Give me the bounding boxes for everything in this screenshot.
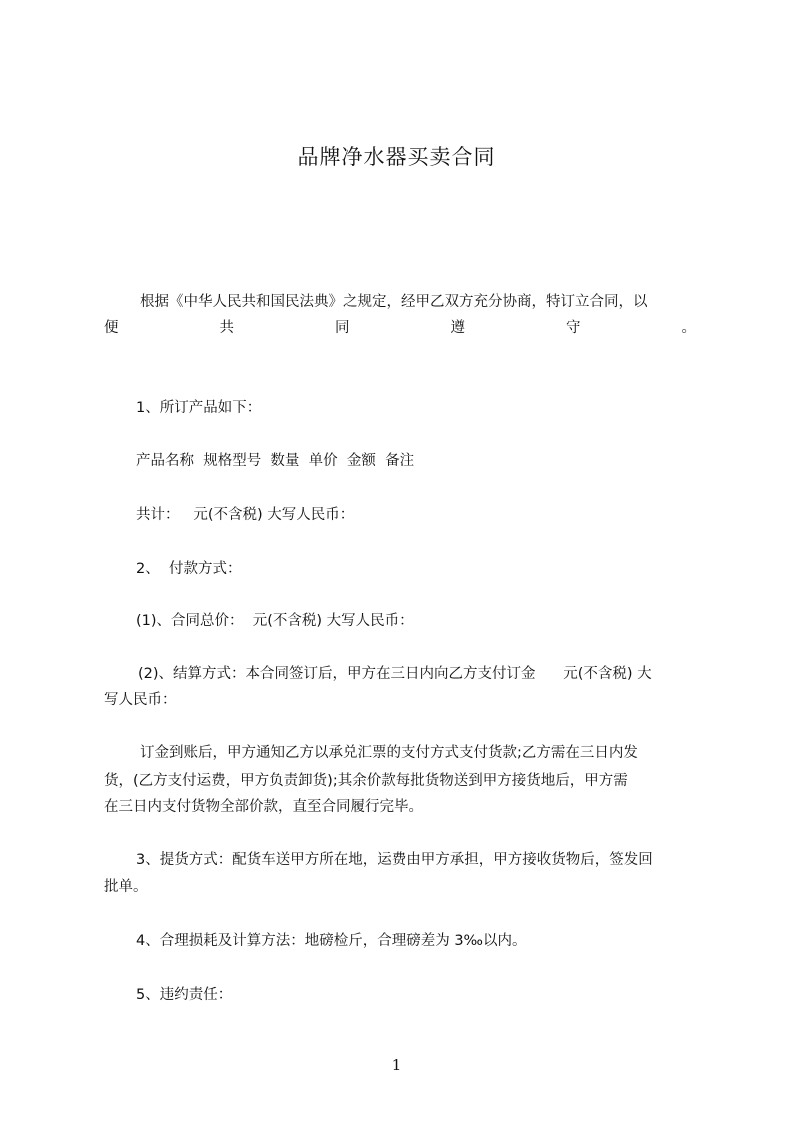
payment-paragraph-line-3: 在三日内支付货物全部价款，直至合同履行完毕。	[104, 799, 423, 815]
product-columns: 产品名称 规格型号 数量 单价 金额 备注	[136, 453, 415, 469]
payment-paragraph-line-2: 货，(乙方支付运费，甲方负责卸货);其余价款每批货物送到甲方接货地后，甲方需	[104, 773, 628, 789]
preamble-char: 同	[335, 320, 350, 336]
section-5-heading: 5、违约责任：	[136, 987, 233, 1003]
preamble-char: 便	[104, 320, 119, 336]
payment-item-2-line-2: 写人民币：	[104, 692, 177, 708]
section-3-line-2: 批单。	[104, 879, 148, 895]
preamble-char: 守	[566, 320, 581, 336]
section-2-heading: 2、 付款方式：	[136, 561, 242, 577]
preamble-char: 共	[219, 320, 234, 336]
payment-item-1: (1)、合同总价： 元(不含税) 大写人民币：	[136, 613, 414, 629]
preamble-char: 遵	[450, 320, 465, 336]
page-number: 1	[391, 1056, 402, 1074]
section-3-line-1: 3、提货方式：配货车送甲方所在地，运费由甲方承担，甲方接收货物后，签发回	[136, 852, 653, 868]
section-1-heading: 1、所订产品如下：	[136, 400, 262, 416]
preamble-char: 。	[681, 320, 696, 336]
preamble-line-2	[104, 318, 696, 338]
section-4: 4、合理损耗及计算方法：地磅检斤，合理磅差为 3‰以内。	[136, 933, 527, 949]
document-title: 品牌净水器买卖合同	[297, 145, 496, 169]
preamble-line-1: 根据《中华人民共和国民法典》之规定，经甲乙双方充分协商，特订立合同，以	[140, 294, 648, 310]
total-line: 共计： 元(不含税) 大写人民币：	[136, 507, 355, 523]
payment-paragraph-line-1: 订金到账后，甲方通知乙方以承兑汇票的支付方式支付货款;乙方需在三日内发	[140, 745, 638, 761]
payment-item-2-line-1: (2)、结算方式：本合同签订后，甲方在三日内向乙方支付订金 元(不含税) 大	[138, 666, 652, 682]
